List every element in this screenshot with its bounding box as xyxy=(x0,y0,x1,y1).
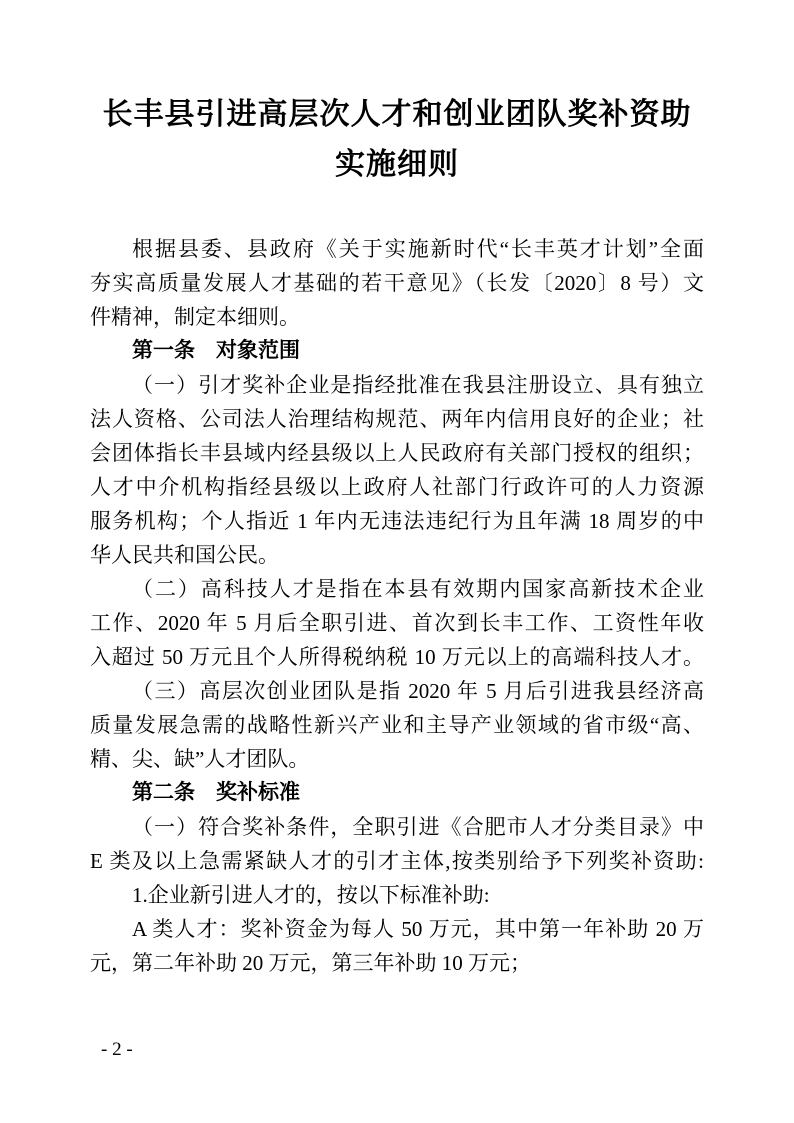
section-heading: 第二条 奖补标准 xyxy=(132,781,300,804)
text-line: （二）高科技人才是指在本县有效期内国家高新技术企业 xyxy=(132,577,704,601)
text-line: （三）高层次创业团队是指 2020 年 5 月后引进我县经济高 xyxy=(132,679,704,703)
paragraph xyxy=(90,572,704,674)
text-line: 工作、2020 年 5 月后全职引进、首次到长丰工作、工资性年收 xyxy=(90,611,704,635)
document-title xyxy=(0,0,794,190)
text-line: 入超过 50 万元且个人所得税纳税 10 万元以上的高端科技人才。 xyxy=(90,645,704,669)
section-heading: 第一条 对象范围 xyxy=(132,339,300,362)
text-line: 服务机构；个人指近 1 年内无违法违纪行为且年满 18 周岁的中 xyxy=(90,509,704,533)
text-line: 华人民共和国公民。 xyxy=(90,543,279,567)
text-line: 会团体指长丰县域内经县级以上人民政府有关部门授权的组织； xyxy=(90,441,704,465)
text-line: 精、尖、缺”人才团队。 xyxy=(90,747,310,771)
paragraph xyxy=(90,878,704,912)
text-line: 法人资格、公司法人治理结构规范、两年内信用良好的企业；社 xyxy=(90,407,704,431)
text-line: 人才中介机构指经县级以上政府人社部门行政许可的人力资源 xyxy=(90,475,704,499)
paragraph xyxy=(90,810,704,878)
text-line: 根据县委、县政府《关于实施新时代“长丰英才计划”全面 xyxy=(132,237,704,261)
page-number: - 2 - xyxy=(101,1039,133,1060)
text-line: 1.企业新引进人才的，按以下标准补助: xyxy=(132,883,490,907)
text-line: 质量发展急需的战略性新兴产业和主导产业领域的省市级“高、 xyxy=(90,713,704,737)
document-title-line-1: 长丰县引进高层次人才和创业团队奖补资助 xyxy=(102,98,692,131)
paragraph xyxy=(90,912,704,980)
paragraph xyxy=(90,674,704,776)
paragraph xyxy=(90,368,704,572)
paragraph xyxy=(90,232,704,334)
text-line: （一）符合奖补条件，全职引进《合肥市人才分类目录》中 xyxy=(132,815,704,839)
text-line: 夯实高质量发展人才基础的若干意见》（长发〔2020〕8 号）文 xyxy=(90,271,704,295)
text-line: （一）引才奖补企业是指经批准在我县注册设立、具有独立 xyxy=(132,373,704,397)
text-line: A 类人才：奖补资金为每人 50 万元，其中第一年补助 20 万 xyxy=(132,917,704,941)
text-line: E 类及以上急需紧缺人才的引才主体,按类别给予下列奖补资助: xyxy=(90,849,704,873)
text-line: 元，第二年补助 20 万元，第三年补助 10 万元； xyxy=(90,951,531,975)
document-body xyxy=(90,232,704,980)
text-line: 件精神，制定本细则。 xyxy=(90,305,300,329)
document-title-line-2: 实施细则 xyxy=(335,148,459,181)
